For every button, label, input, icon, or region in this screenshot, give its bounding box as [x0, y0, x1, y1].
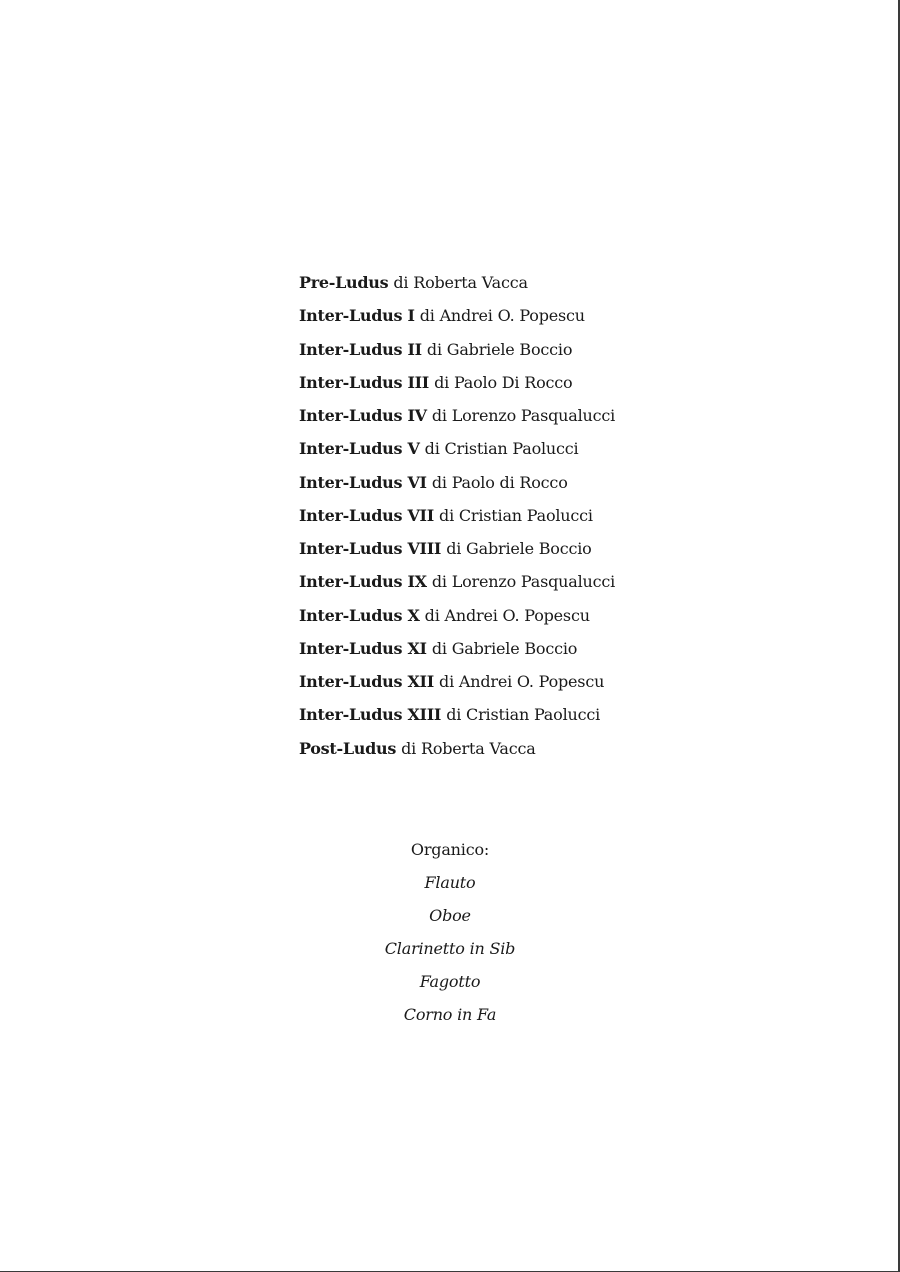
list-item — [299, 534, 615, 567]
list-item — [299, 634, 615, 667]
instrument-item: Corno in Fa — [403, 1005, 497, 1024]
instrument-item: Oboe — [429, 906, 471, 925]
piece-author: di Roberta Vacca — [393, 273, 528, 292]
piece-title: Inter-Ludus I — [299, 306, 415, 326]
piece-author: di Andrei O. Popescu — [419, 306, 585, 326]
piece-author: di Andrei O. Popescu — [439, 672, 605, 691]
list-item — [299, 667, 615, 700]
piece-author: di Gabriele Boccio — [431, 638, 578, 658]
list-item — [299, 700, 615, 733]
piece-author: di Paolo di Rocco — [431, 472, 568, 492]
list-item — [299, 468, 615, 501]
piece-title: Inter-Ludus XIII — [299, 705, 442, 725]
list-item — [299, 368, 615, 401]
instrument-item: Clarinetto in Sib — [384, 939, 516, 958]
piece-author: di Andrei O. Popescu — [424, 605, 590, 625]
list-item — [299, 567, 615, 600]
pieces-list — [299, 268, 615, 767]
instrument-list — [300, 868, 600, 1033]
piece-title: Inter-Ludus VII — [299, 505, 434, 525]
piece-title: Inter-Ludus XII — [299, 672, 434, 691]
piece-title: Inter-Ludus II — [299, 339, 422, 359]
piece-title: Inter-Ludus XI — [299, 638, 427, 658]
list-item — [299, 734, 615, 767]
piece-title: Post-Ludus — [299, 738, 397, 758]
list-item — [299, 601, 615, 634]
instrumentation-heading: Organico: — [410, 840, 490, 859]
list-item — [299, 301, 615, 334]
piece-author: di Cristian Paolucci — [439, 505, 593, 525]
piece-author: di Cristian Paolucci — [446, 705, 601, 725]
piece-author: di Lorenzo Pasqualucci — [431, 406, 616, 425]
list-item — [299, 401, 615, 434]
piece-title: Inter-Ludus X — [299, 605, 420, 625]
list-item — [299, 501, 615, 534]
piece-title: Inter-Ludus VI — [299, 472, 427, 492]
piece-title: Inter-Ludus V — [299, 439, 420, 459]
instrumentation-block — [300, 835, 600, 1033]
piece-author: di Paolo Di Rocco — [434, 372, 573, 392]
piece-title: Inter-Ludus III — [299, 372, 429, 392]
piece-author: di Gabriele Boccio — [426, 339, 573, 359]
piece-title: Inter-Ludus IX — [299, 572, 427, 592]
piece-author: di Roberta Vacca — [401, 738, 536, 758]
list-item — [299, 335, 615, 368]
piece-title: Pre-Ludus — [299, 273, 389, 292]
piece-author: di Lorenzo Pasqualucci — [431, 572, 616, 592]
list-item — [299, 268, 615, 301]
piece-author: di Gabriele Boccio — [446, 539, 592, 558]
piece-author: di Cristian Paolucci — [424, 439, 579, 459]
list-item — [299, 434, 615, 467]
instrument-item: Fagotto — [419, 972, 481, 991]
piece-title: Inter-Ludus VIII — [299, 539, 442, 558]
instrument-item: Flauto — [424, 873, 476, 892]
piece-title: Inter-Ludus IV — [299, 406, 427, 425]
